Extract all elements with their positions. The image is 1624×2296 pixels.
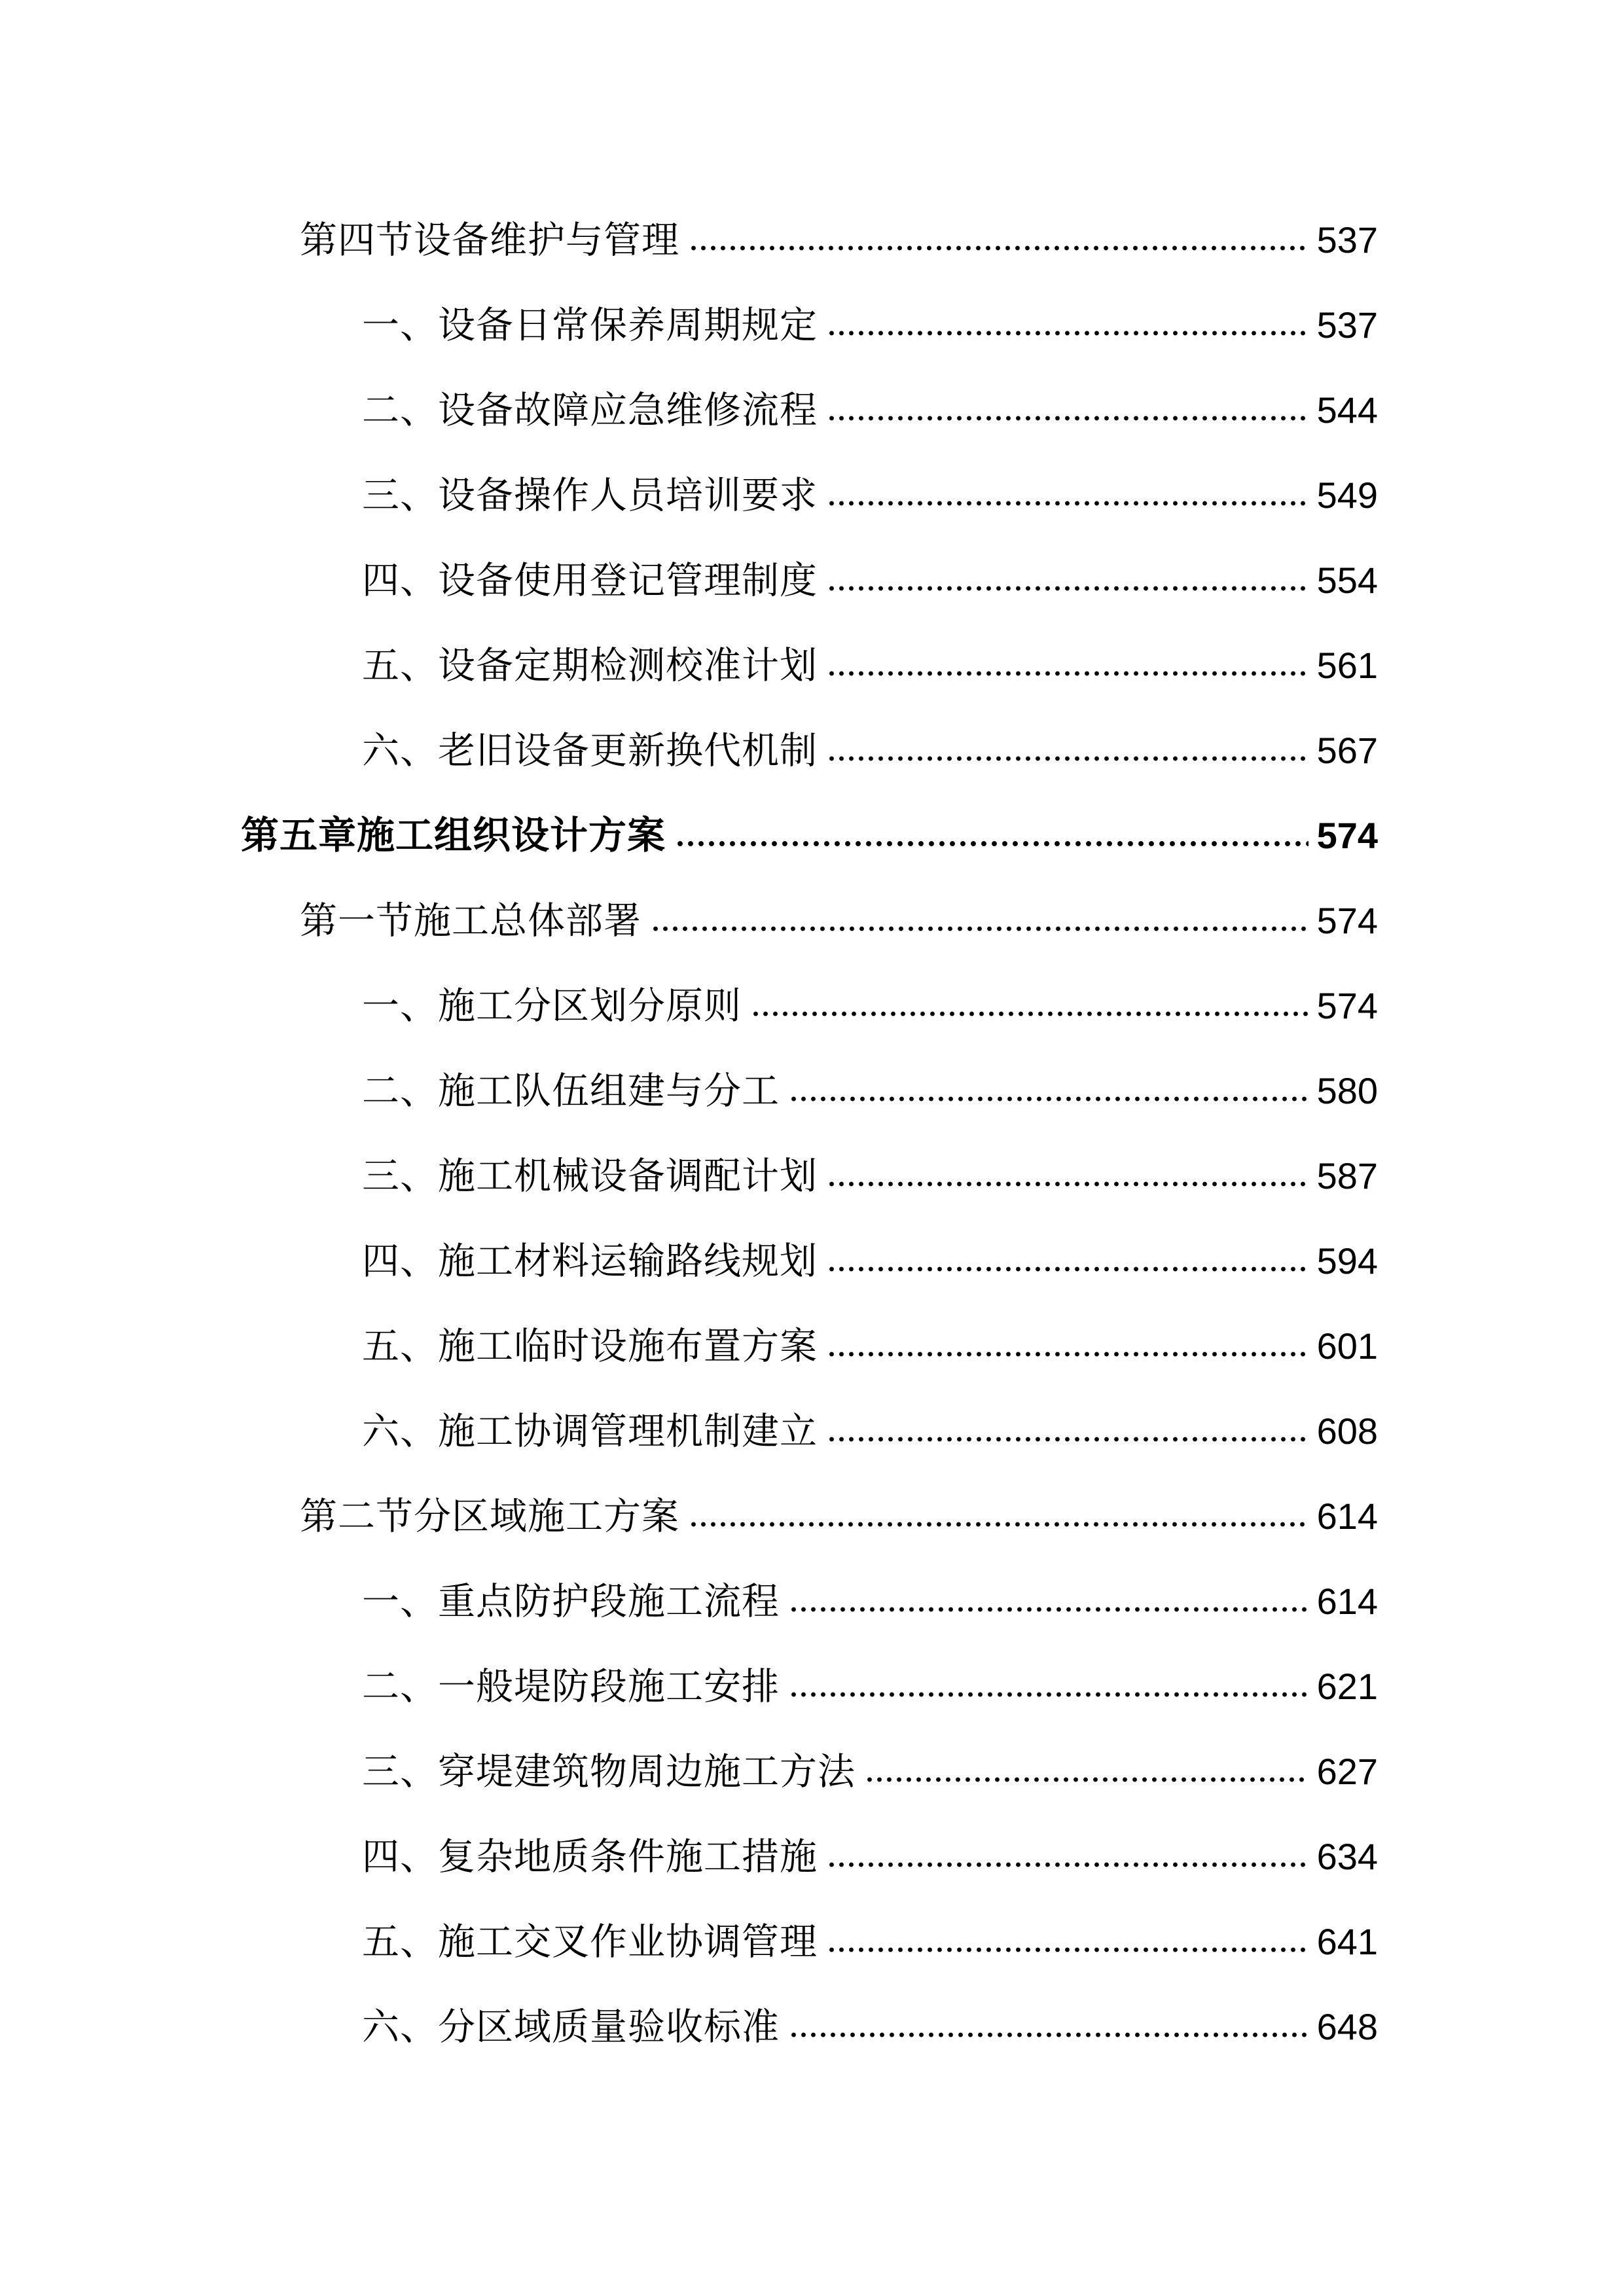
toc-entry-title: 二、设备故障应急维修流程	[362, 389, 818, 431]
toc-dot-leader	[827, 753, 1308, 764]
toc-dot-leader	[689, 243, 1308, 253]
toc-dot-leader	[827, 1349, 1308, 1359]
toc-page-number: 574	[1316, 985, 1378, 1026]
toc-entry[interactable]	[0, 1559, 1624, 1644]
toc-entry[interactable]	[0, 1304, 1624, 1389]
toc-page-number: 614	[1316, 1496, 1378, 1537]
toc-entry-title: 五、施工交叉作业协调管理	[362, 1921, 818, 1963]
toc-entry-title: 三、穿堤建筑物周边施工方法	[362, 1751, 856, 1793]
toc-entry[interactable]	[0, 1219, 1624, 1304]
toc-page-number: 549	[1316, 475, 1378, 516]
toc-entry-title: 三、设备操作人员培训要求	[362, 475, 818, 516]
toc-entry[interactable]	[0, 963, 1624, 1049]
toc-dot-leader	[789, 1604, 1308, 1615]
toc-page-number: 621	[1316, 1666, 1378, 1707]
toc-dot-leader	[827, 583, 1308, 594]
toc-entry[interactable]	[0, 793, 1624, 878]
toc-entry[interactable]	[0, 708, 1624, 793]
toc-dot-leader	[827, 1264, 1308, 1274]
toc-entry-title: 四、复杂地质条件施工措施	[362, 1836, 818, 1878]
toc-entry[interactable]	[0, 1474, 1624, 1559]
toc-entry[interactable]	[0, 1984, 1624, 2070]
toc-page-number: 641	[1316, 1921, 1378, 1962]
toc-page-number: 561	[1316, 645, 1378, 686]
toc-dot-leader	[827, 413, 1308, 423]
toc-entry-title: 二、施工队伍组建与分工	[362, 1070, 780, 1112]
toc-entry-title: 六、施工协调管理机制建立	[362, 1410, 818, 1452]
toc-dot-leader	[827, 668, 1308, 679]
toc-page-number: 554	[1316, 560, 1378, 601]
toc-entry-title: 六、老旧设备更新换代机制	[362, 730, 818, 772]
toc-entry[interactable]	[0, 368, 1624, 453]
toc-entry[interactable]	[0, 198, 1624, 283]
toc-page-number: 587	[1316, 1155, 1378, 1196]
toc-entry[interactable]	[0, 1644, 1624, 1729]
toc-entry-title: 三、施工机械设备调配计划	[362, 1155, 818, 1197]
toc-dot-leader	[675, 838, 1308, 849]
toc-entry-title: 第一节施工总体部署	[300, 900, 641, 942]
toc-entry[interactable]	[0, 1134, 1624, 1219]
toc-page-number: 567	[1316, 730, 1378, 771]
toc-entry[interactable]	[0, 1814, 1624, 1899]
toc-dot-leader	[865, 1774, 1308, 1785]
toc-entry-title: 第五章施工组织设计方案	[241, 814, 666, 857]
toc-page-number: 627	[1316, 1751, 1378, 1792]
toc-entry-title: 第四节设备维护与管理	[300, 219, 679, 261]
toc-dot-leader	[651, 924, 1308, 934]
toc-dot-leader	[751, 1009, 1308, 1019]
toc-entry-title: 五、施工临时设施布置方案	[362, 1325, 818, 1367]
toc-dot-leader	[827, 1945, 1308, 1955]
toc-entry-title: 四、设备使用登记管理制度	[362, 560, 818, 601]
toc-dot-leader	[689, 1519, 1308, 1530]
toc-dot-leader	[827, 1859, 1308, 1870]
toc-dot-leader	[827, 498, 1308, 509]
toc-entry[interactable]	[0, 283, 1624, 368]
toc-page-number: 634	[1316, 1836, 1378, 1877]
toc-entry[interactable]	[0, 878, 1624, 963]
toc-list	[0, 198, 1624, 2070]
toc-page-number: 537	[1316, 219, 1378, 260]
toc-entry[interactable]	[0, 1389, 1624, 1474]
toc-entry-title: 六、分区域质量验收标准	[362, 2006, 780, 2048]
toc-entry-title: 五、设备定期检测校准计划	[362, 645, 818, 687]
toc-entry-title: 一、设备日常保养周期规定	[362, 304, 818, 346]
toc-entry[interactable]	[0, 453, 1624, 538]
toc-entry-title: 一、重点防护段施工流程	[362, 1581, 780, 1623]
toc-page-number: 614	[1316, 1581, 1378, 1622]
toc-entry[interactable]	[0, 623, 1624, 708]
toc-page-number: 608	[1316, 1410, 1378, 1452]
toc-dot-leader	[789, 2030, 1308, 2040]
toc-dot-leader	[789, 1689, 1308, 1700]
toc-dot-leader	[827, 1179, 1308, 1189]
toc-entry-title: 四、施工材料运输路线规划	[362, 1240, 818, 1282]
toc-page-number: 580	[1316, 1070, 1378, 1111]
toc-page-number: 594	[1316, 1240, 1378, 1282]
toc-entry[interactable]	[0, 1049, 1624, 1134]
toc-entry[interactable]	[0, 538, 1624, 623]
toc-entry-title: 二、一般堤防段施工安排	[362, 1666, 780, 1708]
toc-dot-leader	[827, 1434, 1308, 1444]
toc-entry-title: 第二节分区域施工方案	[300, 1496, 679, 1537]
toc-page-number: 601	[1316, 1325, 1378, 1367]
toc-page-number: 544	[1316, 389, 1378, 431]
toc-entry[interactable]	[0, 1729, 1624, 1814]
toc-page-number: 574	[1316, 815, 1378, 856]
toc-page-number: 574	[1316, 900, 1378, 941]
toc-dot-leader	[789, 1094, 1308, 1104]
toc-page-number: 648	[1316, 2006, 1378, 2047]
toc-page-number: 537	[1316, 304, 1378, 346]
toc-entry-title: 一、施工分区划分原则	[362, 985, 742, 1027]
toc-dot-leader	[827, 328, 1308, 338]
toc-entry[interactable]	[0, 1899, 1624, 1984]
